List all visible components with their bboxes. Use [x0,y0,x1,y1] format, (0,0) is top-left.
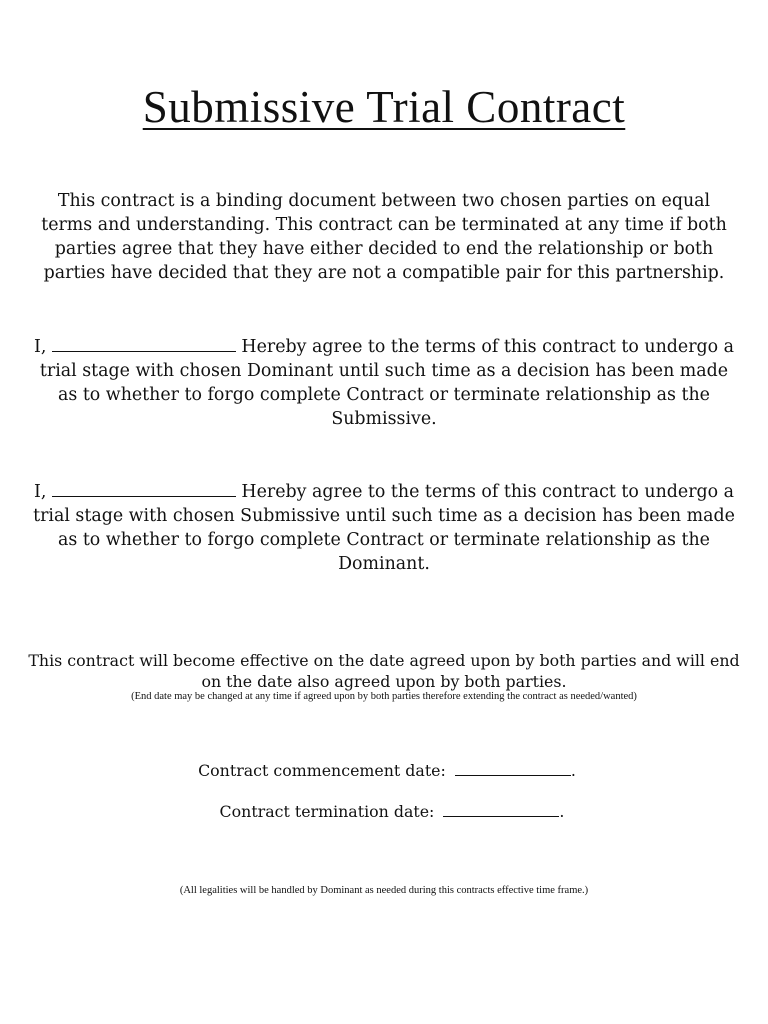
commencement-date-line [0,760,768,782]
submissive-name-blank[interactable] [52,335,236,352]
legal-note: (All legalities will be handled by Dominant as needed during this contracts effective time frame.) [179,885,589,896]
termination-date-line [0,801,768,823]
page-title: Submissive Trial Contract [142,82,626,132]
termination-date-label: Contract termination date: [219,802,435,821]
dominant-name-blank[interactable] [52,480,236,497]
commencement-date-period: . [570,761,576,780]
dominant-clause-prefix: I, [33,482,47,502]
commencement-date-label: Contract commencement date: [198,761,446,780]
effective-note: (End date may be changed at any time if agreed upon by both parties therefore extending the contract as needed/wanted) [131,691,637,702]
termination-date-period: . [559,802,565,821]
dominant-clause-text: Hereby agree to the terms of this contract to undergo a trial stage with chosen Submissive until such time as a decision has been made as to whether to forgo complete Contract or terminate relationship as the Dominant. [33,482,735,574]
submissive-clause-prefix: I, [33,337,47,357]
commencement-date-blank[interactable] [455,761,571,776]
submissive-clause-text: Hereby agree to the terms of this contract to undergo a trial stage with chosen Dominant until such time as a decision has been made as to whether to forgo complete Contract or terminate relationship as the Submissive. [39,337,735,429]
submissive-clause [30,335,738,431]
intro-paragraph: This contract is a binding document between two chosen parties on equal terms and understanding. This contract can be terminated at any time if both parties agree that they have either decided to end the relationship or both parties have decided that they are not a compatible pair for this partnership. [41,191,727,283]
effective-paragraph: This contract will become effective on the date agreed upon by both parties and will end on the date also agreed upon by both parties. [28,651,740,691]
termination-date-blank[interactable] [443,802,559,817]
dominant-clause [30,480,738,576]
